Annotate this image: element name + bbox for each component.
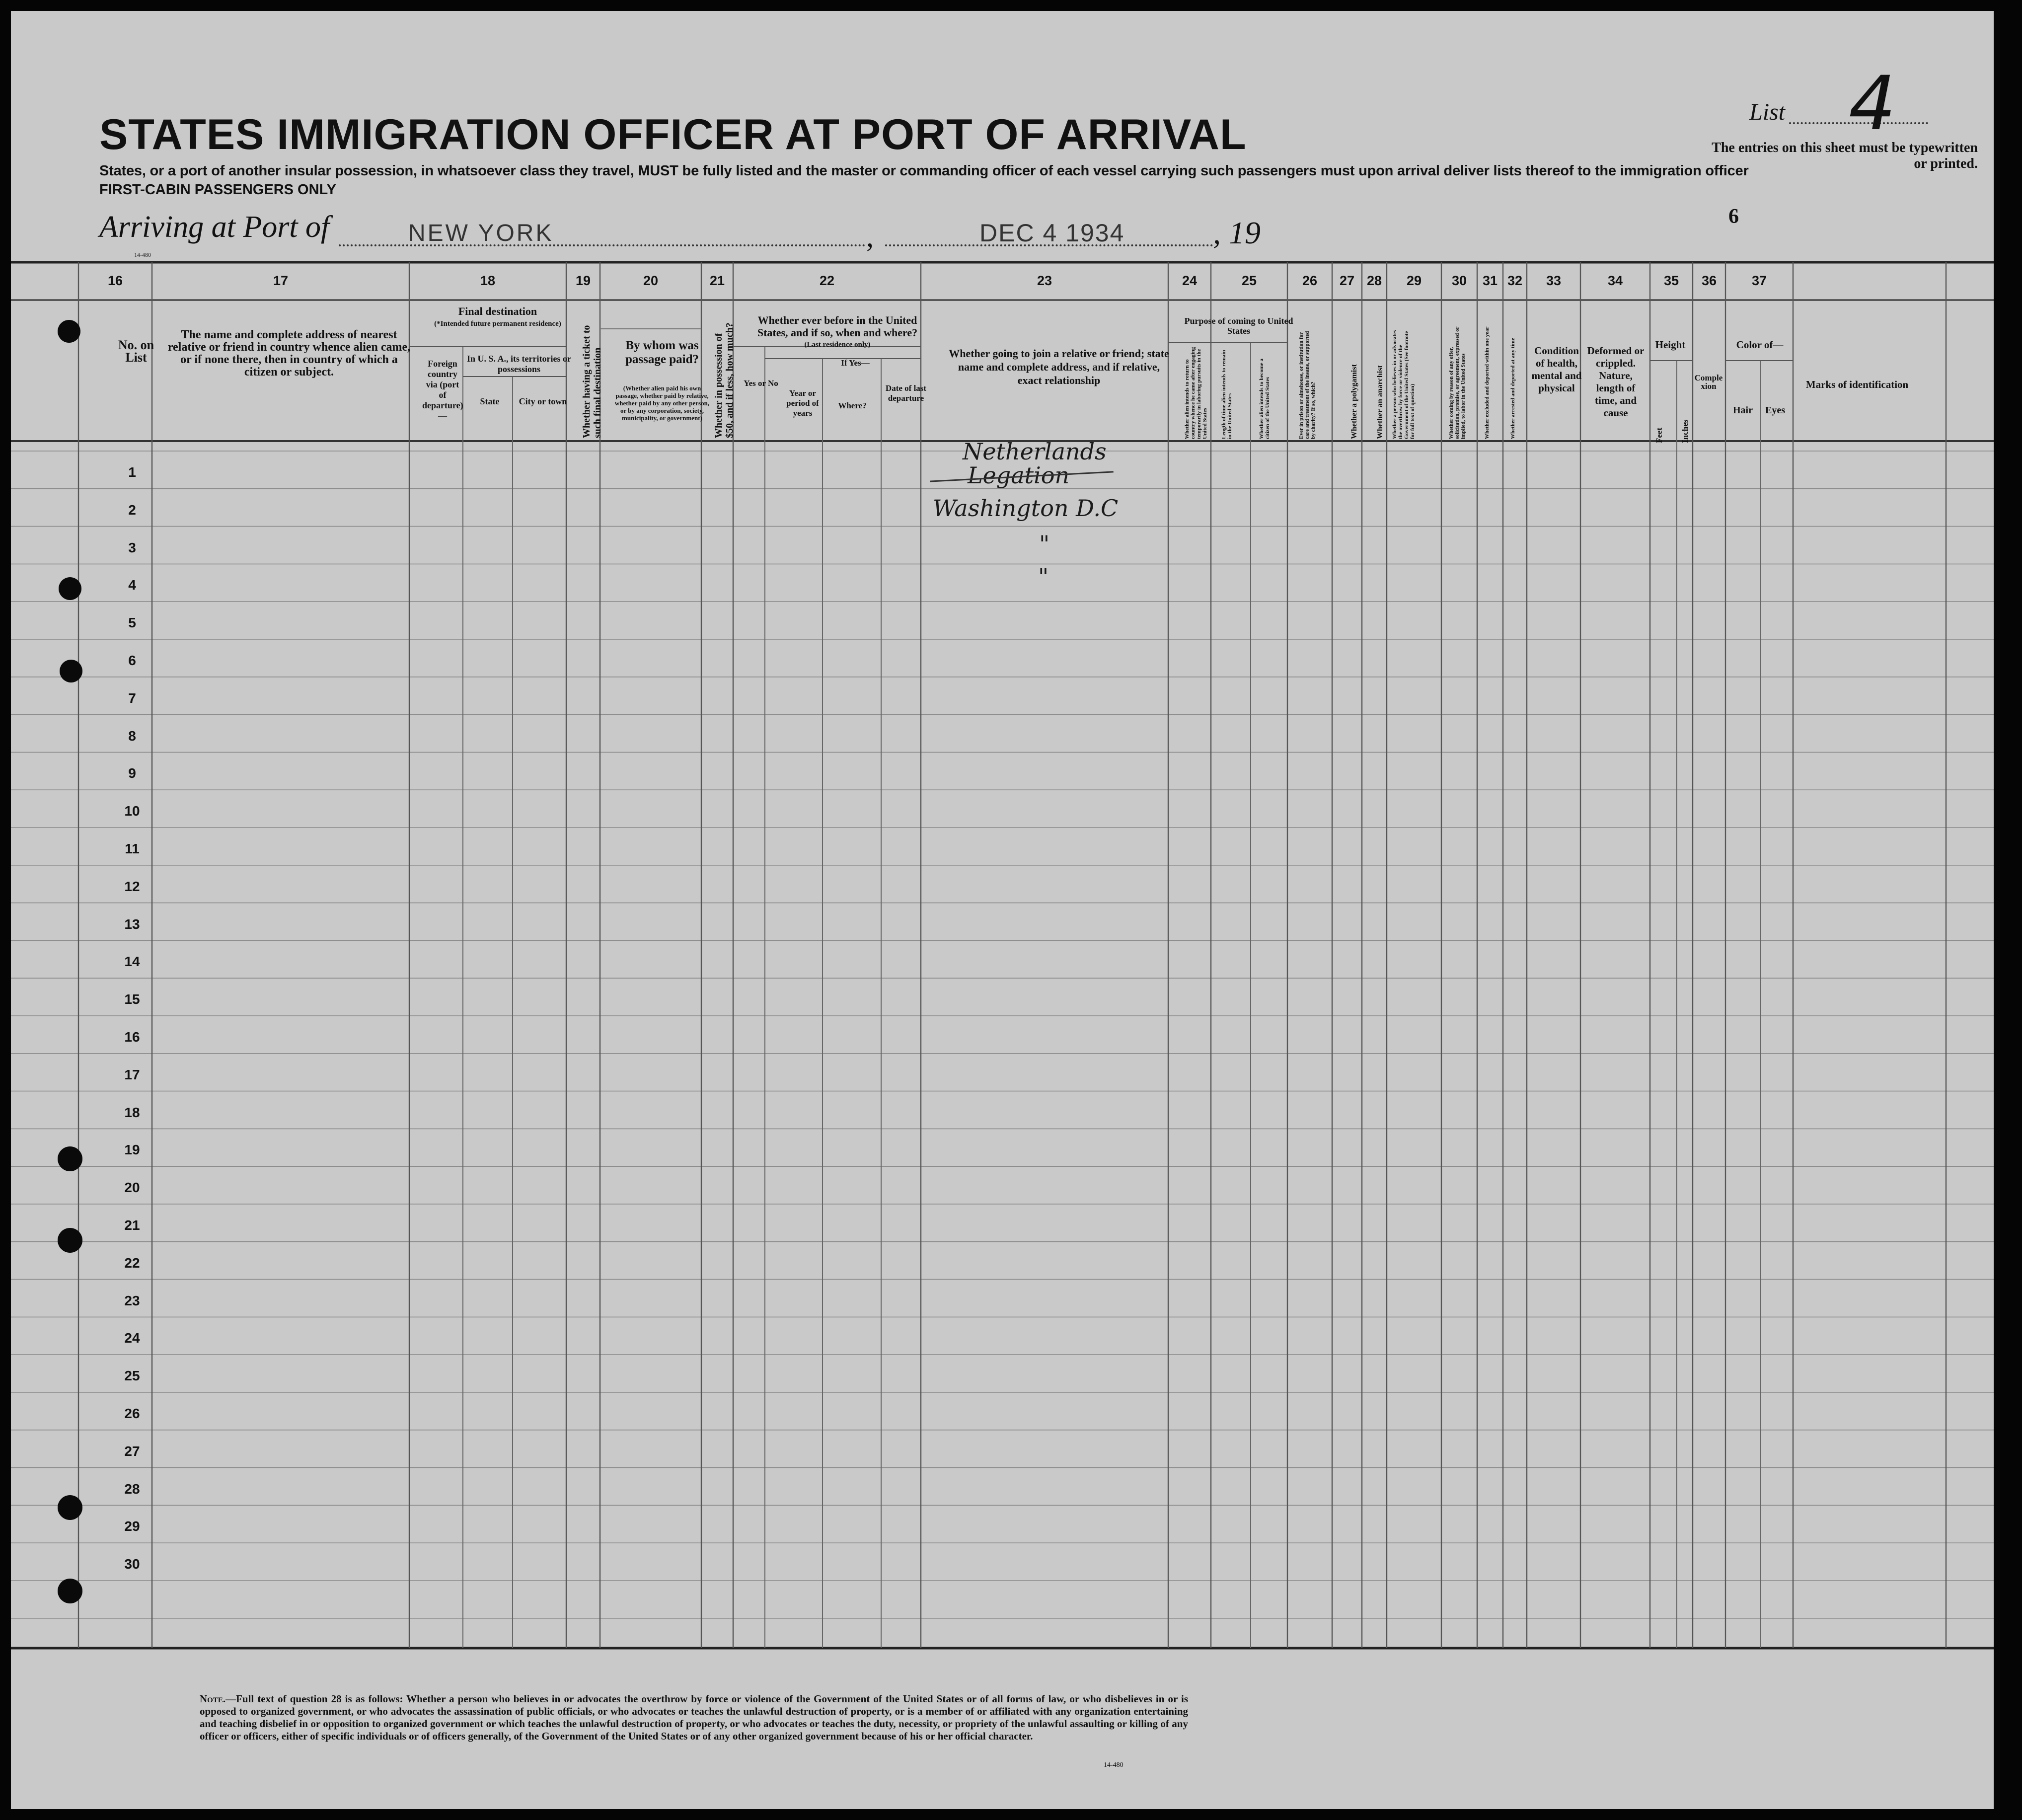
punch-hole [58,1579,82,1603]
column-number-35: 35 [1663,273,1679,288]
col18-usa: In U. S. A., its territories or possessions [467,354,571,374]
col32-label: Condition of health, mental and physical [1531,345,1582,394]
row-number: 21 [124,1217,140,1233]
column-number-23: 23 [1037,273,1052,288]
col22-years: Year or period of years [786,388,819,418]
row-number: 27 [124,1443,140,1459]
row-number: 10 [124,803,140,819]
col22-label: Whether ever before in the United States, and if so, when and where? [757,314,918,339]
col25-label: Ever in prison or almshouse, or institution for care and treatment of the insane, or supported by charity? If so, which? [1298,331,1316,439]
col26-label: Whether a polygamist [1350,364,1358,439]
col16-label: No. on List [118,338,154,365]
column-number-22: 22 [819,273,835,288]
col24-sub1: Whether alien intends to return to country whence he came after engaging temporarily in laboring pursuits in the United States [1184,347,1208,439]
row-number: 5 [128,615,136,631]
row-number: 9 [128,765,136,781]
column-number-26: 26 [1302,273,1318,288]
col18-foreign: Foreign country via (port of departure)— [422,359,463,421]
row-number: 25 [124,1368,140,1384]
page-title: STATES IMMIGRATION OFFICER AT PORT OF ARRIVAL [99,111,1247,158]
column-number-21: 21 [709,273,725,288]
date-stamp: DEC 4 1934 [979,219,1125,247]
row-number: 18 [124,1104,140,1120]
class-line: FIRST-CABIN PASSENGERS ONLY [99,182,336,198]
column-number-20: 20 [643,273,659,288]
row-number: 30 [124,1556,140,1572]
row-number: 6 [128,652,136,668]
footnote-label: Note. [200,1693,226,1705]
col18-label: Final destination [458,305,537,317]
col28-label: Whether a person who believes in or advocates the overthrow by force or violence of the Government of the United States (See footnote for full text of question) [1392,330,1416,439]
col24-sub3: Whether alien intends to become a citizen of the United States [1259,358,1271,439]
row-number: 2 [128,502,136,518]
footnote [200,1693,1188,1743]
col34-label: Height [1655,339,1686,351]
row-number: 24 [124,1330,140,1346]
row-number: 23 [124,1292,140,1308]
punch-hole [59,577,81,600]
col34-feet: Feet [1654,427,1664,443]
col36-hair: Hair [1733,405,1753,416]
punch-hole [58,320,80,343]
row-number: 13 [124,916,140,932]
column-number-17: 17 [273,273,289,288]
row-number: 28 [124,1481,140,1497]
row-number: 22 [124,1255,140,1271]
ditto-mark-2: " [1038,563,1049,590]
punch-hole [58,1495,82,1520]
col24-label: Purpose of coming to United States [1184,316,1293,336]
form-code-top: 14-480 [134,251,151,258]
col18-note: (*Intended future permanent residence) [434,320,561,328]
col22-departure: Date of last departure [885,383,927,403]
column-number-34: 34 [1607,273,1623,288]
form-code: 14-480 [1104,1761,1123,1769]
col18-city: City or town [519,396,567,406]
row-number: 17 [124,1066,140,1082]
column-number-18: 18 [480,273,496,288]
column-number-19: 19 [575,273,591,288]
column-number-32: 32 [1507,273,1523,288]
col20-note: (Whether alien paid his own passage, whether paid by relative, whether paid by any other person, or by any corporation, society, municipality, or government) [614,384,710,422]
row-number: 20 [124,1180,140,1196]
column-number-25: 25 [1241,273,1257,288]
punch-hole [60,660,82,682]
col37-label: Marks of identification [1805,379,1909,390]
column-number-30: 30 [1451,273,1467,288]
col21-label: Whether in possession of $50, and if less, how much? [713,322,735,438]
row-number: 11 [125,840,140,856]
col19-label: Whether having a ticket to such final destination [581,325,603,438]
row-number: 29 [124,1518,140,1534]
row-number: 26 [124,1405,140,1421]
row-number: 12 [124,878,140,894]
col33-label: Deformed or crippled. Nature, length of time, and cause [1587,345,1645,419]
handwritten-netherlands: Netherlands [963,438,1107,465]
list-label: List [1749,99,1786,125]
arriving-label: Arriving at Port of [99,210,330,244]
row-number: 14 [124,954,140,970]
col24-sub2: Length of time alien intends to remain in the United States [1221,350,1233,439]
column-number-36: 36 [1701,273,1717,288]
col22-yesno: Yes or No [744,379,778,388]
col17-label: The name and complete address of nearest relative or friend in country whence alien came, or if none there, then in country of which a citizen or subject. [167,328,411,379]
column-number-28: 28 [1366,273,1382,288]
col20-label: By whom was passage paid? [625,339,699,366]
col22-where: Where? [838,401,867,410]
row-number: 15 [124,991,140,1007]
column-number-16: 16 [107,273,123,288]
footnote-text: —Full text of question 28 is as follows: Whether a person who believes in or advocates the overthrow by force or violence of the Government of the United States or of all forms of law, or who disbelieves in or is opposed to organized government, or who advocates the assassination of public officials, or who advocates or teaches the unlawful destruction of property, or is a member of or affiliated with any organization entertaining and teaching disbelief in or opposition to organized government or which teaches the unlawful destruction of property, or who advocates or teaches the duty, necessity, or propriety of the unlawful assaulting or killing of any officer or officers, either of specific individuals or of officers generally, of the Government of the United States or of any other organized government because of his or her official character. [200,1693,1188,1742]
col30-label: Whether excluded and deported within one year [1484,326,1490,439]
instructions-text: States, or a port of another insular possession, in whatsoever class they travel, MUST be fully listed and the master or commanding officer of each vessel carrying such passengers must upon arrival deliver lists thereof to the immigration officer [99,163,1749,179]
column-number-27: 27 [1339,273,1355,288]
handwritten-washington: Washington D.C [933,495,1119,522]
col22-note: (Last residence only) [804,341,871,349]
sheet-number: 6 [1728,205,1739,228]
column-number-24: 24 [1182,273,1198,288]
year-prefix: , 19 [1213,215,1261,250]
row-number: 4 [128,577,136,593]
col23-label: Whether going to join a relative or friend; state name and complete address, and if relative, exact relationship [949,347,1169,386]
typewritten-notice: The entries on this sheet must be typewritten or printed. [1712,140,1978,171]
column-number-37: 37 [1751,273,1767,288]
column-number-29: 29 [1406,273,1422,288]
manifest-sheet [11,11,1994,1809]
col18-state: State [480,396,500,406]
col31-label: Whether arrested and deported at any time [1510,338,1516,439]
row-number: 19 [124,1142,140,1158]
punch-hole [58,1228,82,1253]
col29-label: Whether coming by reason of any offer, solicitation, promise, or agreement, expressed or implied, to labor in the United States [1448,326,1466,439]
col34-inches: Inches [1680,419,1690,443]
ditto-mark-1: " [1039,531,1050,557]
port-value: NEW YORK [408,220,554,246]
col35-label: Complexion [1694,373,1723,391]
column-number-31: 31 [1482,273,1498,288]
row-number: 8 [128,728,136,744]
row-number: 3 [128,539,136,555]
handwritten-legation: Legation [968,462,1070,489]
col22-ifyes: If Yes— [841,358,870,368]
row-number: 7 [128,690,136,706]
column-number-33: 33 [1546,273,1562,288]
punch-hole [58,1146,82,1171]
col27-label: Whether an anarchist [1376,365,1384,439]
col36-eyes: Eyes [1765,405,1785,416]
comma-glyph: , [866,220,874,253]
col36-label: Color of— [1736,339,1784,351]
row-number: 16 [124,1029,140,1045]
list-number: 4 [1849,61,1896,147]
row-number: 1 [128,464,136,480]
